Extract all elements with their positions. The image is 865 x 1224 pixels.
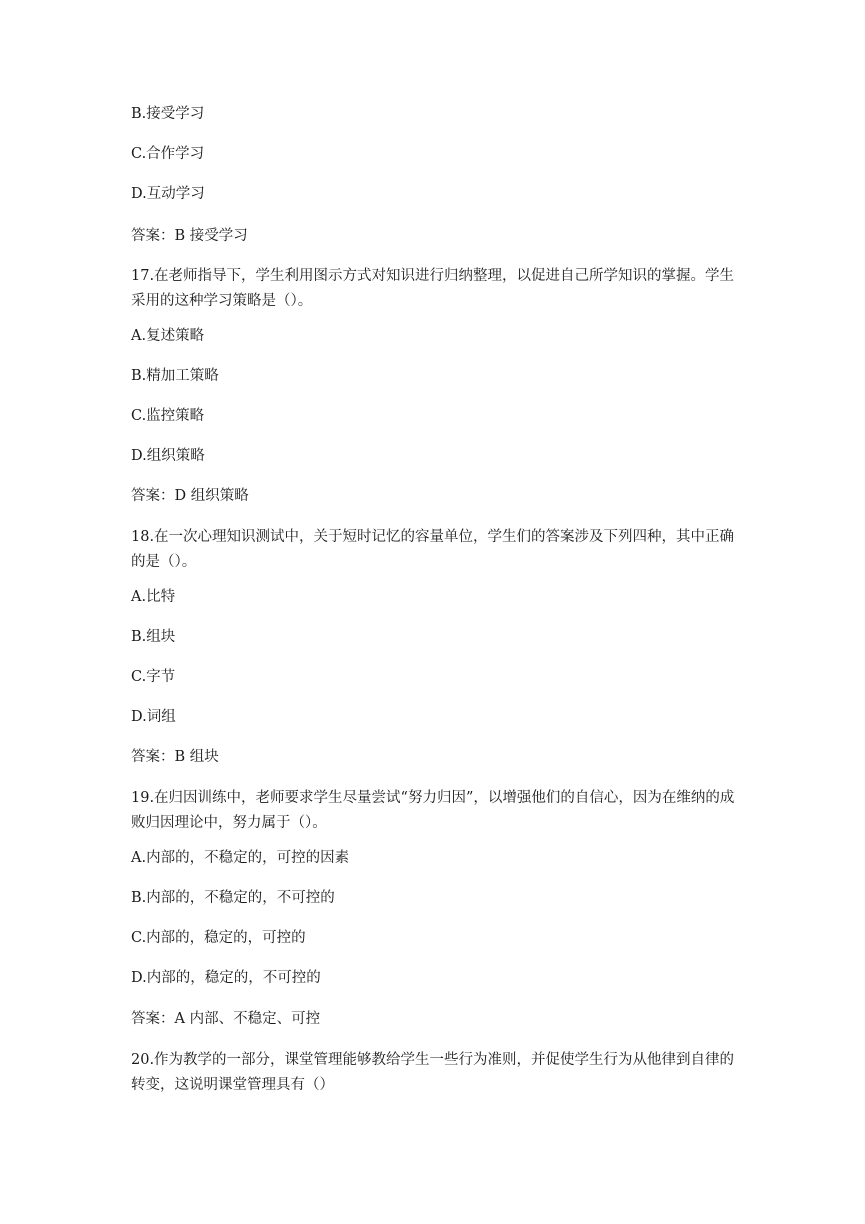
- option-c-q18: C.字节: [131, 669, 176, 685]
- option-d-q18: D.词组: [131, 709, 176, 725]
- question-20: 20.作为教学的一部分，课堂管理能够教给学生一些行为准则，并促使学生行为从他律到自律的转变，这说明课堂管理具有（）: [131, 1052, 735, 1093]
- option-b-q16: B.接受学习: [131, 106, 205, 122]
- option-d-q17: D.组织策略: [131, 448, 205, 464]
- question-18: 18.在一次心理知识测试中，关于短时记忆的容量单位，学生们的答案涉及下列四种，其中正确的是（）。: [131, 529, 735, 570]
- option-c-q17: C.监控策略: [131, 408, 205, 424]
- option-c-q16: C.合作学习: [131, 146, 205, 162]
- option-b-q19: B.内部的，不稳定的，不可控的: [131, 890, 335, 906]
- option-a-q19: A.内部的，不稳定的，可控的因素: [131, 850, 350, 866]
- option-c-q19: C.内部的，稳定的，可控的: [131, 930, 306, 946]
- answer-q19: 答案：A 内部、不稳定、可控: [131, 1011, 321, 1027]
- option-a-q18: A.比特: [131, 589, 176, 605]
- answer-q17: 答案：D 组织策略: [131, 488, 249, 504]
- question-19: 19.在归因训练中，老师要求学生尽量尝试“努力归因”，以增强他们的自信心，因为在维纳的成败归因理论中，努力属于（）。: [131, 790, 735, 831]
- option-b-q17: B.精加工策略: [131, 368, 219, 384]
- option-d-q16: D.互动学习: [131, 186, 205, 202]
- question-17: 17.在老师指导下，学生利用图示方式对知识进行归纳整理，以促进自己所学知识的掌握。学生采用的这种学习策略是（）。: [131, 268, 735, 309]
- option-a-q17: A.复述策略: [131, 328, 205, 344]
- answer-q16: 答案：B 接受学习: [131, 228, 248, 244]
- answer-q18: 答案：B 组块: [131, 749, 219, 765]
- option-b-q18: B.组块: [131, 629, 176, 645]
- option-d-q19: D.内部的，稳定的，不可控的: [131, 970, 321, 986]
